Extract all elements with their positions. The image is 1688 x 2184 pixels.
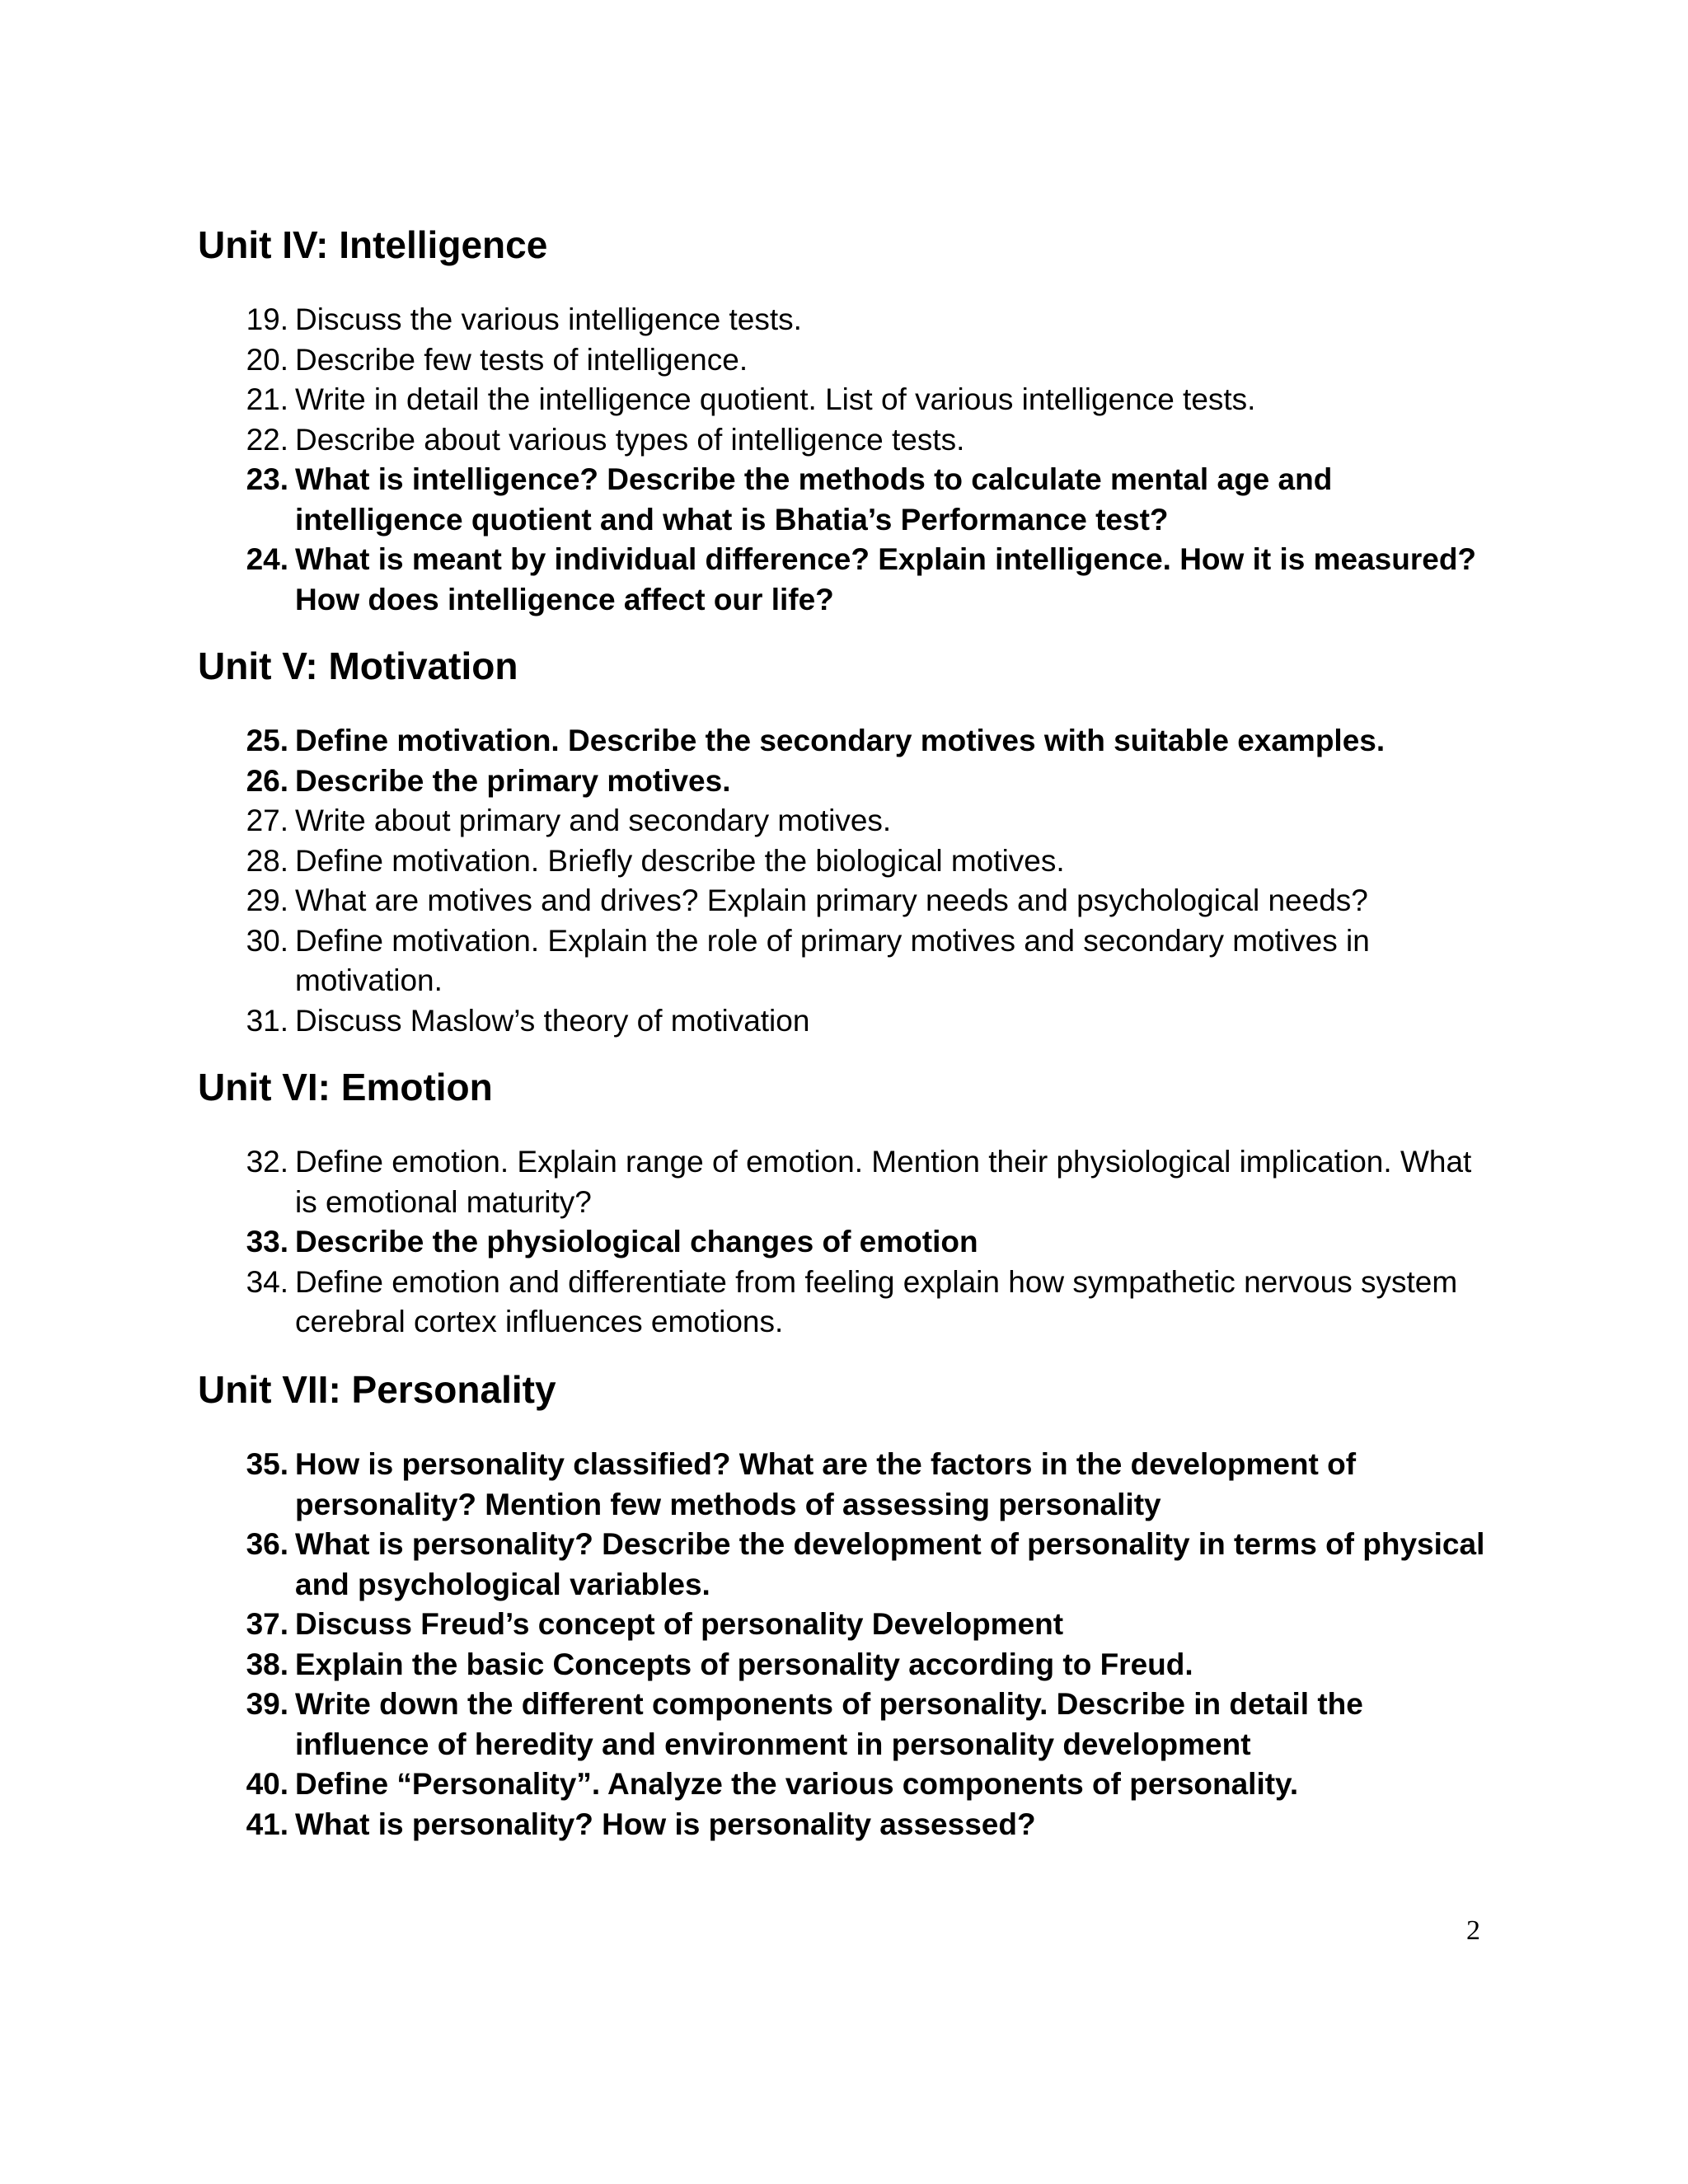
question-text-line: motivation.: [295, 963, 443, 997]
question-text: Define motivation. Briefly describe the biological motives.: [295, 843, 1065, 878]
question-text: Describe about various types of intelligence tests.: [295, 422, 965, 457]
question-text: Describe the primary motives.: [295, 763, 731, 798]
question-number: 20.: [246, 342, 288, 377]
question-text-line: Define motivation. Explain the role of primary motives and secondary motives in: [295, 923, 1370, 958]
question-number: 35.: [246, 1447, 288, 1481]
question-number: 23.: [246, 462, 288, 496]
question-text: Discuss Freud’s concept of personality Development: [295, 1607, 1064, 1641]
question-number: 25.: [246, 724, 288, 757]
question-32: [0, 1142, 1688, 1222]
question-number: 33.: [246, 1225, 288, 1258]
question-list-intelligence: [0, 300, 1688, 620]
question-37: [0, 1605, 1688, 1645]
unit-heading-intelligence: Unit IV: Intelligence: [198, 223, 548, 266]
question-text-line: How does intelligence affect our life?: [295, 582, 834, 616]
question-number: 19.: [246, 302, 288, 336]
question-text: Describe few tests of intelligence.: [295, 342, 748, 377]
question-text-line: What is personality? Describe the development of personality in terms of physical: [295, 1527, 1485, 1561]
question-text-line: What is intelligence? Describe the methods to calculate mental age and: [295, 462, 1333, 496]
question-number: 34.: [246, 1264, 288, 1299]
question-text-line: intelligence quotient and what is Bhatia’s Performance test?: [295, 502, 1169, 537]
question-number: 38.: [246, 1647, 288, 1681]
question-text: Describe the physiological changes of emotion: [295, 1225, 978, 1258]
question-number: 40.: [246, 1767, 288, 1801]
question-28: [0, 841, 1688, 882]
question-text-line: Define emotion and differentiate from feeling explain how sympathetic nervous system: [295, 1264, 1458, 1299]
question-36: [0, 1525, 1688, 1605]
question-21: [0, 380, 1688, 420]
question-text-line: is emotional maturity?: [295, 1184, 592, 1219]
question-text-line: and psychological variables.: [295, 1567, 710, 1601]
question-text: Write about primary and secondary motives.: [295, 804, 892, 837]
question-number: 27.: [246, 804, 288, 837]
question-number: 36.: [246, 1527, 288, 1561]
question-number: 32.: [246, 1145, 288, 1179]
question-number: 24.: [246, 542, 288, 576]
question-text-line: What is meant by individual difference? Explain intelligence. How it is measured?: [295, 542, 1477, 576]
question-22: [0, 420, 1688, 461]
question-24: [0, 540, 1688, 620]
question-30: [0, 921, 1688, 1001]
question-text: Discuss the various intelligence tests.: [295, 302, 802, 336]
question-33: [0, 1222, 1688, 1263]
unit-heading-personality: Unit VII: Personality: [198, 1368, 556, 1411]
question-number: 30.: [246, 923, 288, 958]
question-list-emotion: [0, 1142, 1688, 1343]
question-25: [0, 721, 1688, 762]
question-text-line: cerebral cortex influences emotions.: [295, 1305, 784, 1338]
question-41: [0, 1805, 1688, 1845]
question-number: 28.: [246, 843, 288, 878]
question-27: [0, 801, 1688, 841]
question-text-line: influence of heredity and environment in personality development: [295, 1727, 1251, 1761]
question-text: Discuss Maslow’s theory of motivation: [295, 1003, 810, 1038]
question-number: 29.: [246, 883, 288, 917]
question-number: 37.: [246, 1607, 288, 1641]
question-number: 21.: [246, 382, 288, 416]
question-number: 41.: [246, 1807, 288, 1841]
question-26: [0, 762, 1688, 802]
question-19: [0, 300, 1688, 340]
unit-heading-emotion: Unit VI: Emotion: [198, 1066, 493, 1108]
question-29: [0, 881, 1688, 921]
question-34: [0, 1263, 1688, 1343]
question-list-personality: [0, 1445, 1688, 1844]
page-number: 2: [1466, 1915, 1480, 1946]
question-list-motivation: [0, 721, 1688, 1041]
question-text: What are motives and drives? Explain primary needs and psychological needs?: [295, 883, 1368, 917]
question-text-line: Define emotion. Explain range of emotion. Mention their physiological implication. What: [295, 1145, 1472, 1179]
question-text-line: Write down the different components of personality. Describe in detail the: [295, 1687, 1363, 1721]
question-23: [0, 460, 1688, 540]
question-35: [0, 1445, 1688, 1525]
question-text: Define motivation. Describe the secondary motives with suitable examples.: [295, 724, 1386, 757]
question-text: Define “Personality”. Analyze the various components of personality.: [295, 1767, 1299, 1801]
question-number: 22.: [246, 422, 288, 457]
question-text: Write in detail the intelligence quotient. List of various intelligence tests.: [295, 382, 1256, 416]
question-39: [0, 1685, 1688, 1765]
question-text: What is personality? How is personality assessed?: [295, 1807, 1036, 1841]
unit-heading-motivation: Unit V: Motivation: [198, 644, 518, 687]
question-31: [0, 1001, 1688, 1042]
question-text-line: How is personality classified? What are the factors in the development of: [295, 1447, 1357, 1481]
question-20: [0, 340, 1688, 381]
question-38: [0, 1645, 1688, 1685]
question-number: 26.: [246, 763, 288, 798]
question-number: 31.: [246, 1003, 288, 1038]
question-number: 39.: [246, 1687, 288, 1721]
question-40: [0, 1765, 1688, 1805]
question-text-line: personality? Mention few methods of assessing personality: [295, 1487, 1161, 1521]
question-text: Explain the basic Concepts of personality according to Freud.: [295, 1647, 1193, 1681]
